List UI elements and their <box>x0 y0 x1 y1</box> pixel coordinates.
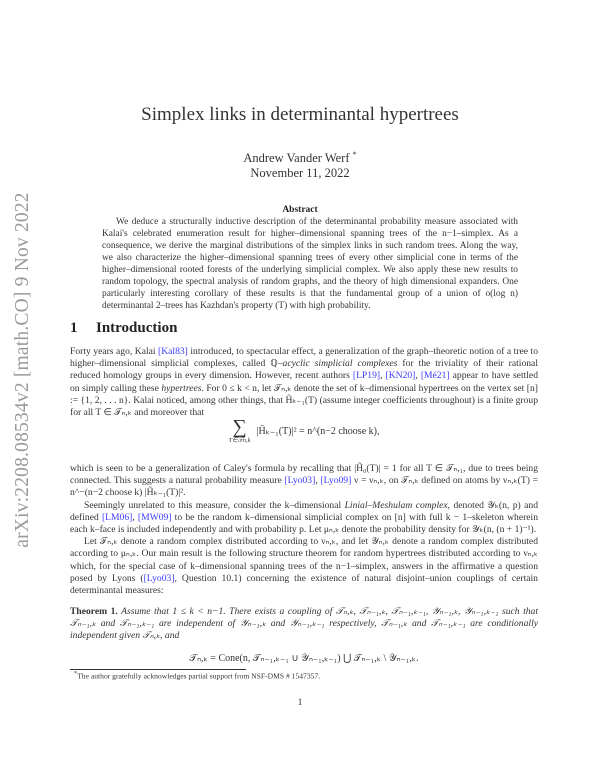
text: . For 0 ≤ k < n, let 𝒯ₙ,ₖ denote the set of k–dimensional hypertrees on the vertex set [n] := {1, 2, . . . n}. Kalai noticed, among other things, that H̃ₖ₋₁(T) (assume integer coefficients throughout) is a finite group for all T ∈ 𝒯ₙ,ₖ and moreover that <box>70 382 538 419</box>
text: ν = νₙ,ₖ, on 𝒯ₙ,ₖ defined on atoms by νₙ,ₖ(T) = n^−(n−2 choose k) |H̃ₖ₋₁(T)|². <box>70 475 538 499</box>
paragraph-1 <box>70 346 538 419</box>
author-name: Andrew Vander Werf <box>243 151 350 166</box>
text: appear to have settled on simply calling these <box>70 370 538 394</box>
citation-link[interactable]: [Lyo03] <box>284 475 316 487</box>
author-line <box>0 150 600 166</box>
abstract-body: We deduce a structurally inductive description of the determinantal probability measure associated with Kalai's celebrated enumeration result for higher–dimensional spanning trees of the n−1–simplex. As a consequence, we derive the marginal distributions of the simplex links in such random trees. Along the way, we also characterize the higher–dimensional spanning trees of every other simplicial cone in terms of the higher–dimensional rooted forests of the underlying simplicial complex. We also apply these new results to random topology, the spectral analysis of random graphs, and the theory of high dimensional expanders. One particularly interesting corollary of these results is that the fundamental group of a union of o(log n) determinantal 2–trees has Kazhdan's property (T) with high probability. <box>102 217 518 311</box>
citation-link[interactable]: [Kal83] <box>158 346 188 357</box>
theorem-label: Theorem 1. <box>70 606 118 617</box>
footnote-mark: * <box>74 670 78 677</box>
theorem-statement: Assume that 1 ≤ k < n−1. There exists a coupling of 𝒯ₙ,ₖ, 𝒯ₙ₋₁,ₖ, 𝒯ₙ₋₁,ₖ₋₁, 𝒴ₙ₋₁,ₖ, 𝒴ₙ₋₁,ₖ₋₁ such that 𝒯ₙ₋₁,ₖ and 𝒯ₙ₋₁,ₖ₋₁ are independent of 𝒴ₙ₋₁,ₖ and 𝒴ₙ₋₁,ₖ₋₁ respectively, 𝒯ₙ₋₁,ₖ and 𝒯ₙ₋₁,ₖ₋₁ are conditionally independent given 𝒯ₙ,ₖ, and <box>70 606 539 642</box>
author-footnote-mark[interactable]: * <box>352 150 357 159</box>
section-heading <box>70 320 177 337</box>
text: Seemingly unrelated to this measure, consider the k–dimensional <box>84 499 345 511</box>
citation-link[interactable]: [LM06] <box>101 511 133 523</box>
page-number: 1 <box>297 697 303 708</box>
paper-date: November 11, 2022 <box>250 166 350 180</box>
equation-kalai-sum <box>70 418 538 445</box>
citation-link[interactable]: [Mé21] <box>420 370 450 382</box>
theorem-1 <box>70 606 538 643</box>
arxiv-stamp <box>3 150 43 590</box>
citation-link[interactable]: [KN20] <box>385 370 416 382</box>
citation-link[interactable]: [Lyo03] <box>143 572 175 584</box>
emphasis: acyclic simplicial complexes <box>282 358 398 370</box>
footnote-text: The author gratefully acknowledges partial support from NSF-DMS # 1547357. <box>77 671 321 681</box>
text: , <box>415 370 421 382</box>
paragraph-2 <box>70 463 538 597</box>
sum-subscript: T∈𝒯n,k <box>228 437 251 444</box>
theorem-equation: 𝒯ₙ,ₖ = Cone(n, 𝒯ₙ₋₁,ₖ₋₁ ∪ 𝒴ₙ₋₁,ₖ₋₁) ⋃ 𝒯ₙ₋₁,ₖ \ 𝒴ₙ₋₁,ₖ. <box>189 653 419 664</box>
emphasis: Linial–Meshulam complex <box>344 499 448 511</box>
text: introduced, to spectacular effect, a generalization of the graph–theoretic notion of a tree to higher–dimensional simplicial complexes, called ℚ– <box>70 346 539 370</box>
citation-link[interactable]: [LP19] <box>352 370 381 382</box>
text: , Question 10.1) concerning the existence of natural disjoint–union couplings of certain determinantal measures: <box>70 572 538 597</box>
emphasis: hypertrees <box>161 382 202 394</box>
text: , <box>315 475 321 487</box>
citation-link[interactable]: [Lyo09] <box>320 475 352 487</box>
citation-link[interactable]: [MW09] <box>137 511 172 523</box>
footnote <box>74 670 320 681</box>
summation-symbol <box>229 418 251 445</box>
text: , <box>380 370 386 382</box>
section-number: 1 <box>70 320 78 336</box>
sum-sign: ∑ <box>232 416 247 438</box>
text: , denoted 𝒴ₖ(n, p) and defined <box>70 499 539 523</box>
text: Forty years ago, Kalai <box>70 346 159 357</box>
text: which is seen to be a generalization of Caley's formula by recalling that |H̃₀(T)| = 1 for all T ∈ 𝒯ₙ,₁, due to trees being connected. This suggests a natural probability measure <box>70 463 538 487</box>
text: to be the random k–dimensional simplicial complex on [n] with full k − 1–skeleton wherein each k–face is included independently and with probability p. Let μₙ,ₖ denote the probability density for 𝒴ₖ(n, (n + 1)⁻¹). <box>70 511 538 536</box>
abstract-heading: Abstract <box>282 205 318 215</box>
arxiv-stamp-text: arXiv:2208.08534v2 [math.CO] 9 Nov 2022 <box>12 192 33 548</box>
paper-title: Simplex links in determinantal hypertrees <box>141 104 459 125</box>
equation-body: |H̃ₖ₋₁(T)|² = n^(n−2 choose k), <box>256 425 380 437</box>
section-title: Introduction <box>96 320 178 336</box>
text: for the triviality of their rational reduced homology groups in every dimension. However, recent authors <box>70 358 538 382</box>
text: Let 𝒯ₙ,ₖ denote a random complex distributed according to νₙ,ₖ, and let 𝒴ₙ,ₖ denote a random complex distributed according to μₙ,ₖ. Our main result is the following structure theorem for random hypertrees distributed according to νₙ,ₖ which, for the special case of k–dimensional spanning trees of the n−1–simplex, answers in the affirmative a question posed by Lyons ( <box>70 536 538 584</box>
text: , <box>132 511 138 523</box>
